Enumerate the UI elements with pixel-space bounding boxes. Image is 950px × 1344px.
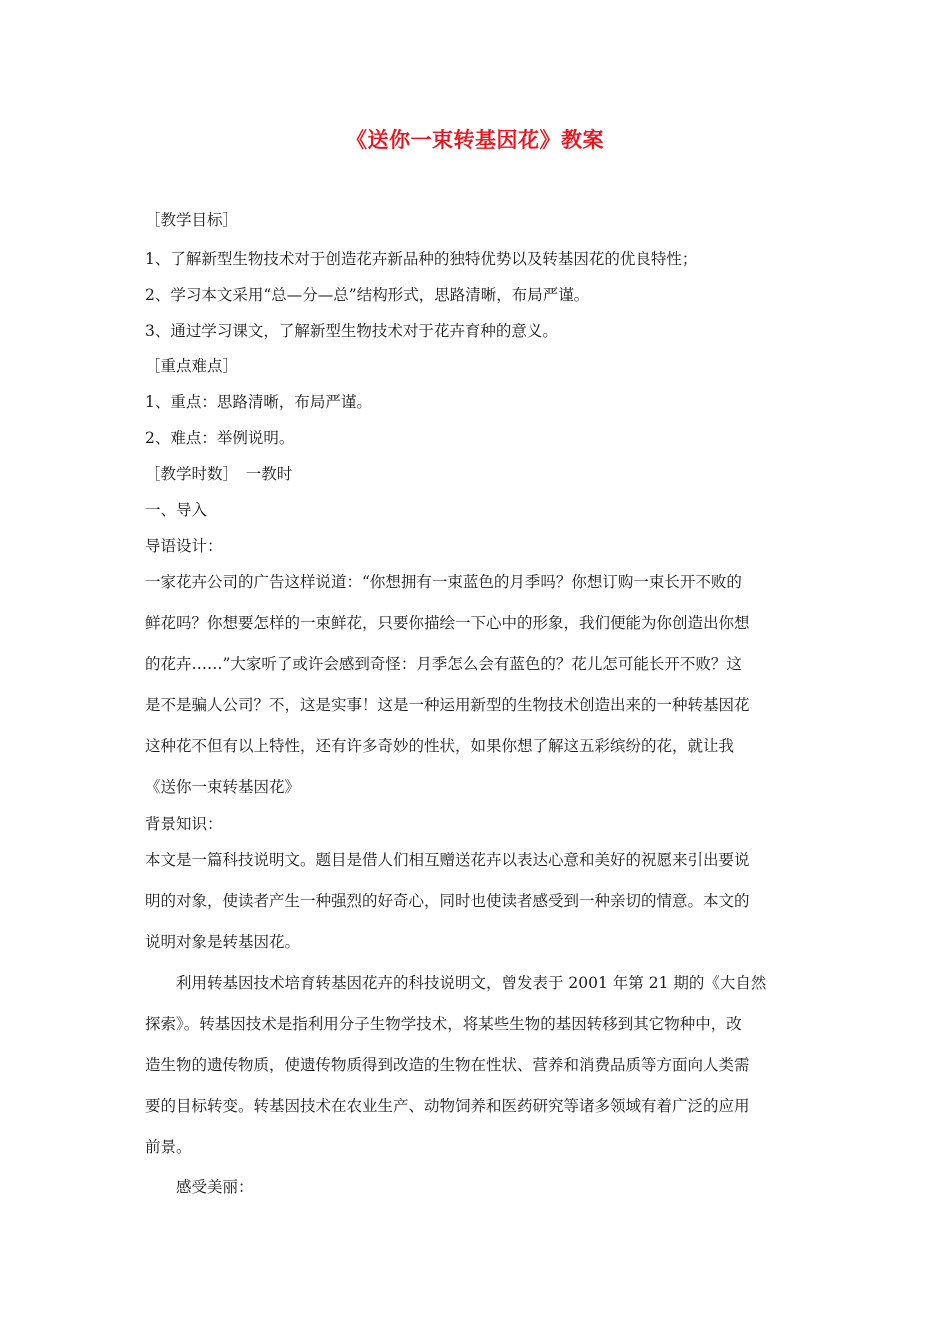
paragraph-line: 要的目标转变。转基因技术在农业生产、动物饲养和医药研究等诸多领域有着广泛的应用 bbox=[145, 1097, 750, 1115]
objective-3: 3、通过学习课文，了解新型生物技术对于花卉育种的意义。 bbox=[145, 322, 558, 340]
paragraph-line: 前景。 bbox=[145, 1138, 192, 1156]
paragraph-line: 鲜花吗？你想要怎样的一束鲜花，只要你描绘一下心中的形象，我们便能为你创造出你想 bbox=[145, 614, 750, 632]
objective-1: 1、了解新型生物技术对于创造花卉新品种的独特优势以及转基因花的优良特性； bbox=[145, 250, 698, 268]
paragraph-line: 造生物的遗传物质，使遗传物质得到改造的生物在性状、营养和消费品质等方面向人类需 bbox=[145, 1056, 750, 1074]
section-heading-key-points: ［重点难点］ bbox=[145, 357, 239, 375]
key-point-2: 2、难点：举例说明。 bbox=[145, 429, 295, 447]
section-heading-periods: ［教学时数］ 一教时 bbox=[145, 465, 293, 483]
paragraph-line: 利用转基因技术培育转基因花卉的科技说明文，曾发表于 2001 年第 21 期的《大自然 bbox=[176, 974, 767, 992]
intro-design-label: 导语设计： bbox=[145, 537, 223, 555]
paragraph-line: 明的对象，使读者产生一种强烈的好奇心，同时也使读者感受到一种亲切的情意。本文的 bbox=[145, 892, 750, 910]
paragraph-line: 本文是一篇科技说明文。题目是借人们相互赠送花卉以表达心意和美好的祝愿来引出要说 bbox=[145, 851, 750, 869]
paragraph-line: 一家花卉公司的广告这样说道：“你想拥有一束蓝色的月季吗？你想订购一束长开不败的 bbox=[145, 573, 742, 591]
paragraph-line: 《送你一束转基因花》 bbox=[145, 778, 301, 796]
paragraph-line: 说明对象是转基因花。 bbox=[145, 933, 301, 951]
section-intro-heading: 一、导入 bbox=[145, 501, 208, 519]
objective-2: 2、学习本文采用“总—分—总”结构形式，思路清晰，布局严谨。 bbox=[145, 286, 590, 304]
feel-beauty-label: 感受美丽： bbox=[176, 1178, 254, 1196]
document-title: 《送你一束转基因花》教案 bbox=[346, 127, 604, 152]
background-knowledge-label: 背景知识： bbox=[145, 815, 223, 833]
key-point-1: 1、重点：思路清晰，布局严谨。 bbox=[145, 393, 372, 411]
paragraph-line: 这种花不但有以上特性，还有许多奇妙的性状，如果你想了解这五彩缤纷的花，就让我 bbox=[145, 737, 735, 755]
paragraph-line: 是不是骗人公司？不，这是实事！这是一种运用新型的生物技术创造出来的一种转基因花 bbox=[145, 696, 750, 714]
paragraph-line: 探索》。转基因技术是指利用分子生物学技术，将某些生物的基因转移到其它物种中，改 bbox=[145, 1015, 742, 1033]
paragraph-line: 的花卉……”大家听了或许会感到奇怪：月季怎么会有蓝色的？花儿怎可能长开不败？这 bbox=[145, 655, 742, 673]
section-heading-objectives: ［教学目标］ bbox=[145, 211, 239, 229]
